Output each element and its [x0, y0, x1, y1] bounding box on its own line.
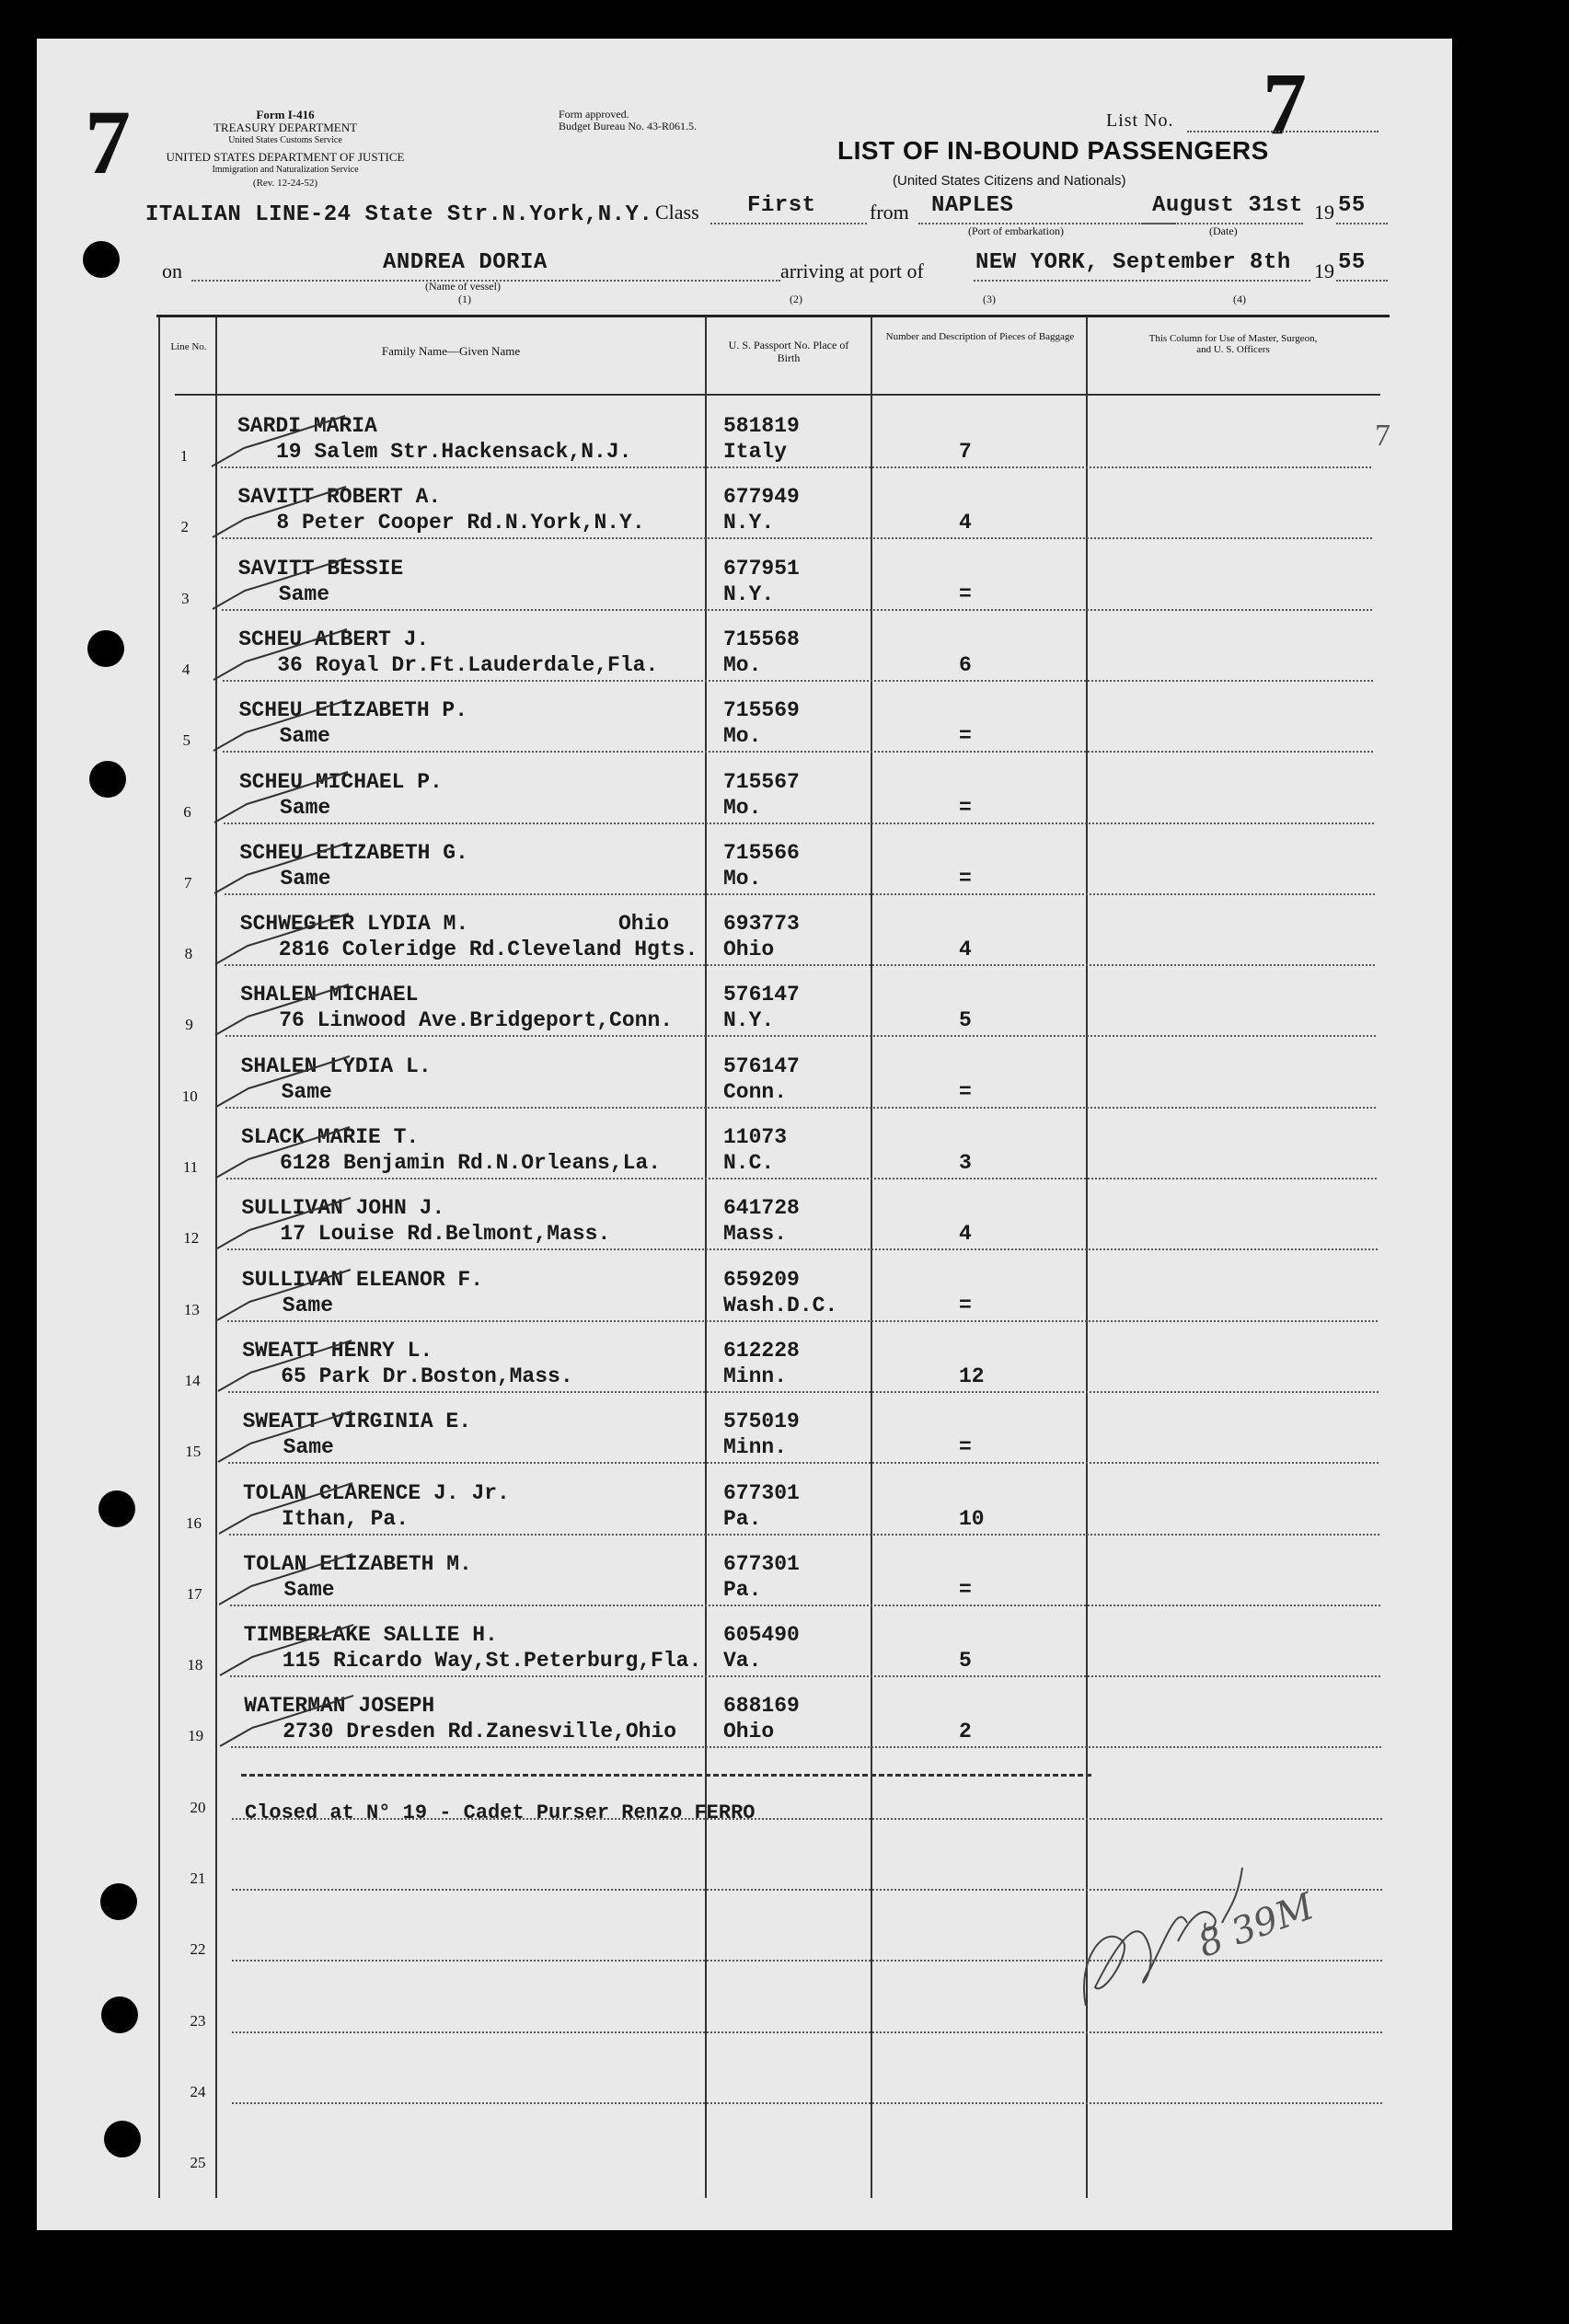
passenger-address: Same: [282, 1293, 334, 1317]
passenger-name: SAVITT BESSIE: [237, 556, 404, 581]
check-mark: [214, 1545, 380, 1609]
place-of-birth: Minn.: [723, 1363, 788, 1388]
baggage-count: 4: [959, 1222, 972, 1247]
row-divider: [222, 609, 1372, 611]
row-divider: [232, 2102, 1382, 2104]
place-of-birth: N.C.: [723, 1151, 775, 1175]
baggage-count: 5: [959, 1008, 972, 1033]
check-mark: [213, 1402, 379, 1467]
baggage-count: =: [959, 866, 972, 891]
line-number: 10: [181, 1087, 198, 1105]
budget-bureau: Budget Bureau No. 43-R061.5.: [559, 120, 697, 132]
row-divider: [225, 1035, 1376, 1037]
place-of-birth: N.Y.: [723, 1008, 775, 1033]
line-number: 25: [190, 2154, 206, 2172]
form-approval: [559, 109, 697, 132]
passenger-extra: Ohio: [618, 912, 670, 937]
row-divider: [231, 1746, 1381, 1748]
list-number: 7: [1263, 54, 1307, 153]
passenger-address: 2730 Dresden Rd.Zanesville,Ohio: [283, 1720, 677, 1744]
place-of-birth: Pa.: [723, 1506, 762, 1531]
col-cap-3: (3): [983, 293, 996, 305]
row-divider: [225, 1107, 1376, 1109]
name-divider: [705, 316, 707, 2198]
place-of-birth: Mo.: [723, 724, 762, 749]
row-divider: [227, 1320, 1378, 1322]
arrival-line: [974, 280, 1310, 282]
check-mark: [211, 975, 376, 1040]
passport-number: 11073: [723, 1125, 788, 1149]
baggage-count: =: [959, 581, 972, 606]
col-header-baggage: Number and Description of Pieces of Baggage: [885, 331, 1075, 342]
check-mark: [210, 763, 375, 827]
passenger-name: TOLAN CLARENCE J. Jr.: [243, 1480, 510, 1505]
line-number: 23: [190, 2011, 206, 2030]
passenger-address: 36 Royal Dr.Ft.Lauderdale,Fla.: [277, 652, 659, 677]
approval-text: Form approved.: [559, 108, 629, 121]
baggage-count: =: [959, 1079, 972, 1104]
passenger-address: Same: [283, 1435, 334, 1460]
col-header-passport: U. S. Passport No. Place of Birth: [728, 339, 849, 364]
passenger-name: SWEATT VIRGINIA E.: [242, 1409, 472, 1434]
passport-number: 677949: [723, 485, 800, 510]
form-revision: (Rev. 12-24-52): [252, 178, 318, 189]
row-divider: [226, 1178, 1377, 1179]
row-divider: [225, 964, 1375, 966]
class-label: Class: [655, 201, 699, 224]
baggage-count: 3: [959, 1151, 972, 1175]
list-no-label: List No.: [1106, 110, 1174, 131]
passenger-address: Ithan, Pa.: [282, 1506, 410, 1531]
passport-number: 677951: [723, 556, 800, 581]
year-prefix-2: 19: [1314, 259, 1334, 282]
line-number: 11: [182, 1158, 199, 1176]
line-number: 17: [186, 1584, 202, 1603]
line-number: 24: [190, 2082, 206, 2100]
year-2: 55: [1338, 250, 1366, 275]
check-mark: [212, 1118, 377, 1182]
left-page-number: 7: [85, 91, 131, 193]
passport-number: 605490: [723, 1623, 800, 1648]
row-divider: [228, 1391, 1379, 1393]
passenger-name: SCHWEGLER LYDIA M.: [239, 912, 469, 937]
row-divider: [222, 537, 1372, 539]
passport-number: 688169: [723, 1694, 800, 1719]
punch-hole: [100, 1883, 137, 1920]
baggage-count: =: [959, 1435, 972, 1460]
line-number: 6: [183, 802, 191, 821]
line-number: 14: [184, 1371, 201, 1389]
passenger-name: SCHEU MICHAEL P.: [239, 769, 443, 794]
date-caption: (Date): [1209, 224, 1238, 237]
row-divider: [228, 1462, 1379, 1464]
passenger-address: Same: [280, 866, 331, 891]
passenger-name: SAVITT ROBERT A.: [237, 485, 442, 510]
baggage-count: 5: [959, 1649, 972, 1674]
form-title: LIST OF IN-BOUND PASSENGERS: [837, 136, 1269, 165]
row-divider: [221, 466, 1371, 468]
line-number: 3: [181, 589, 190, 607]
place-of-birth: Minn.: [723, 1435, 788, 1460]
place-of-birth: Ohio: [723, 938, 775, 962]
passenger-name: SCHEU ALBERT J.: [238, 627, 430, 651]
form-number: Form I-416: [256, 108, 315, 121]
passenger-address: 115 Ricardo Way,St.Peterburg,Fla.: [282, 1649, 702, 1674]
passenger-address: Same: [281, 1079, 332, 1104]
justice-dept: UNITED STATES DEPARTMENT OF JUSTICE: [166, 150, 405, 164]
col-header-line-no: Line No.: [170, 341, 207, 352]
passenger-name: SARDI MARIA: [237, 414, 377, 438]
passport-number: 693773: [723, 912, 800, 937]
line-number: 22: [190, 1940, 206, 1959]
treasury-dept: TREASURY DEPARTMENT: [213, 121, 358, 134]
place-of-birth: Pa.: [723, 1577, 762, 1602]
row-divider: [230, 1605, 1380, 1606]
passenger-name: SHALEN MICHAEL: [240, 983, 419, 1007]
check-mark: [208, 477, 374, 542]
list-no-line: [1187, 131, 1379, 132]
passport-number: 581819: [723, 414, 800, 438]
baggage-count: 12: [959, 1363, 985, 1388]
place-of-birth: Wash.D.C.: [723, 1293, 838, 1317]
punch-hole: [89, 761, 126, 798]
baggage-count: 2: [959, 1720, 972, 1744]
row-divider: [223, 680, 1373, 682]
check-mark: [209, 620, 375, 685]
col-cap-2: (2): [790, 293, 802, 305]
passenger-name: SCHEU ELIZABETH P.: [238, 698, 468, 723]
on-label: on: [162, 259, 182, 282]
passenger-name: SCHEU ELIZABETH G.: [239, 840, 468, 865]
check-mark: [211, 904, 376, 969]
line-number: 4: [181, 660, 190, 678]
row-divider: [227, 1248, 1378, 1250]
arriving-label: arriving at port of: [780, 259, 924, 282]
place-of-birth: N.Y.: [723, 511, 775, 535]
passenger-name: SWEATT HENRY L.: [242, 1338, 433, 1363]
line-number: 15: [185, 1443, 202, 1461]
line-number: 2: [180, 518, 189, 536]
check-mark: [214, 1474, 380, 1538]
line-number: 19: [188, 1727, 204, 1745]
class-value: First: [747, 193, 816, 218]
row-divider: [230, 1675, 1380, 1677]
passenger-name: TOLAN ELIZABETH M.: [243, 1551, 472, 1576]
line-company: ITALIAN LINE-24 State Str.N.York,N.Y.: [145, 202, 653, 227]
passenger-name: SULLIVAN ELEANOR F.: [241, 1267, 484, 1292]
row-divider: [224, 823, 1374, 824]
line-number: 18: [187, 1656, 203, 1674]
check-mark: [207, 407, 373, 471]
check-mark: [215, 1616, 381, 1680]
place-of-birth: Italy: [723, 440, 788, 464]
passport-number: 576147: [723, 1053, 800, 1078]
right-tick-mark: 7: [1375, 419, 1390, 453]
baggage-count: 4: [959, 511, 972, 535]
line-number: 12: [183, 1229, 200, 1248]
place-of-birth: Ohio: [723, 1720, 775, 1744]
closing-separator: [241, 1774, 1091, 1777]
passenger-name: SULLIVAN JOHN J.: [241, 1196, 445, 1221]
check-mark: [215, 1686, 381, 1751]
line-number: 1: [179, 447, 189, 465]
passport-number: 715569: [723, 698, 800, 723]
passport-number: 641728: [723, 1196, 800, 1221]
line-number: 20: [190, 1798, 206, 1816]
form-header-left: [156, 109, 414, 190]
from-port: NAPLES: [931, 193, 1014, 218]
passenger-address: 76 Linwood Ave.Bridgeport,Conn.: [279, 1008, 674, 1033]
baggage-count: 4: [959, 938, 972, 962]
passenger-address: Same: [283, 1577, 335, 1602]
line-number: 13: [183, 1300, 200, 1318]
year-1: 55: [1338, 193, 1366, 218]
passenger-address: 2816 Coleridge Rd.Cleveland Hgts.: [278, 938, 698, 962]
line-number: 16: [186, 1513, 202, 1532]
passport-number: 659209: [723, 1267, 800, 1292]
passenger-name: SHALEN LYDIA L.: [240, 1053, 432, 1078]
col-header-officers: This Column for Use of Master, Surgeon, and U. S. Officers: [1148, 333, 1318, 355]
passenger-address: Same: [279, 724, 330, 749]
passport-number: 612228: [723, 1338, 800, 1363]
place-of-birth: Conn.: [723, 1079, 788, 1104]
passport-divider: [871, 316, 872, 2198]
table-top-rule: [156, 315, 1390, 317]
departure-date: August 31st: [1152, 193, 1303, 218]
vessel-caption: (Name of vessel): [425, 280, 501, 293]
place-of-birth: Mo.: [723, 866, 762, 891]
port-embark-caption: (Port of embarkation): [968, 224, 1064, 237]
passport-number: 715567: [723, 769, 800, 794]
baggage-count: =: [959, 724, 972, 749]
baggage-count: 6: [959, 652, 972, 677]
check-mark: [213, 1260, 378, 1325]
header-bottom-rule: [175, 394, 1380, 396]
col-header-name: Family Name—Given Name: [381, 344, 521, 358]
punch-hole: [83, 241, 120, 278]
line-number: 5: [182, 731, 191, 750]
line-number: 7: [183, 873, 192, 892]
customs-service: United States Customs Service: [228, 135, 342, 145]
row-divider: [229, 1534, 1379, 1536]
line-number: 8: [184, 945, 193, 963]
baggage-count: 10: [959, 1506, 985, 1531]
passport-number: 715568: [723, 627, 800, 651]
vessel-name: ANDREA DORIA: [383, 250, 548, 275]
check-mark: [212, 1047, 377, 1111]
col-cap-1: (1): [458, 293, 471, 305]
col-cap-4: (4): [1233, 293, 1246, 305]
baggage-count: 7: [959, 440, 972, 464]
punch-hole: [98, 1490, 135, 1527]
passenger-address: 8 Peter Cooper Rd.N.York,N.Y.: [276, 511, 645, 535]
baggage-count: =: [959, 1577, 972, 1602]
passenger-address: Same: [280, 795, 331, 820]
passport-number: 575019: [723, 1409, 800, 1434]
passenger-address: 19 Salem Str.Hackensack,N.J.: [276, 440, 632, 464]
row-divider: [225, 893, 1375, 895]
baggage-count: =: [959, 1293, 972, 1317]
passenger-address: 65 Park Dr.Boston,Mass.: [281, 1363, 573, 1388]
form-subtitle: (United States Citizens and Nationals): [893, 173, 1126, 189]
punch-hole: [104, 2121, 141, 2157]
class-line: [710, 223, 867, 224]
passport-number: 715566: [723, 840, 800, 865]
check-mark: [209, 691, 375, 755]
passenger-name: WATERMAN JOSEPH: [244, 1694, 435, 1719]
punch-hole: [87, 630, 124, 667]
line-number: 9: [185, 1016, 193, 1034]
baggage-count: =: [959, 795, 972, 820]
passenger-name: SLACK MARIE T.: [241, 1125, 420, 1149]
year-line-2: [1336, 280, 1388, 282]
check-mark: [210, 834, 375, 898]
ins-service: Immigration and Naturalization Service: [212, 165, 359, 175]
passport-number: 576147: [723, 983, 800, 1007]
punch-hole: [101, 1996, 138, 2033]
place-of-birth: Mo.: [723, 652, 762, 677]
table-left-border: [158, 316, 160, 2198]
closing-note: Closed at N° 19 - Cadet Purser Renzo FERRO: [245, 1801, 756, 1824]
year-prefix-1: 19: [1314, 201, 1334, 224]
passenger-name: TIMBERLAKE SALLIE H.: [243, 1623, 498, 1648]
row-divider: [223, 751, 1373, 753]
place-of-birth: N.Y.: [723, 581, 775, 606]
place-of-birth: Va.: [723, 1649, 762, 1674]
handwritten-time: 8 39M: [1193, 1885, 1320, 1966]
line-number: 21: [190, 1870, 206, 1887]
passport-number: 677301: [723, 1480, 800, 1505]
check-mark: [208, 549, 374, 614]
passport-number: 677301: [723, 1551, 800, 1576]
passenger-address: 17 Louise Rd.Belmont,Mass.: [280, 1222, 611, 1247]
year-line-1: [1336, 223, 1388, 224]
place-of-birth: Mo.: [723, 795, 762, 820]
arrival-port: NEW YORK, September 8th: [975, 250, 1291, 275]
passenger-address: 6128 Benjamin Rd.N.Orleans,La.: [280, 1151, 662, 1175]
place-of-birth: Mass.: [723, 1222, 788, 1247]
from-label: from: [870, 201, 909, 224]
check-mark: [213, 1331, 379, 1396]
passenger-address: Same: [278, 581, 330, 606]
check-mark: [213, 1189, 378, 1253]
